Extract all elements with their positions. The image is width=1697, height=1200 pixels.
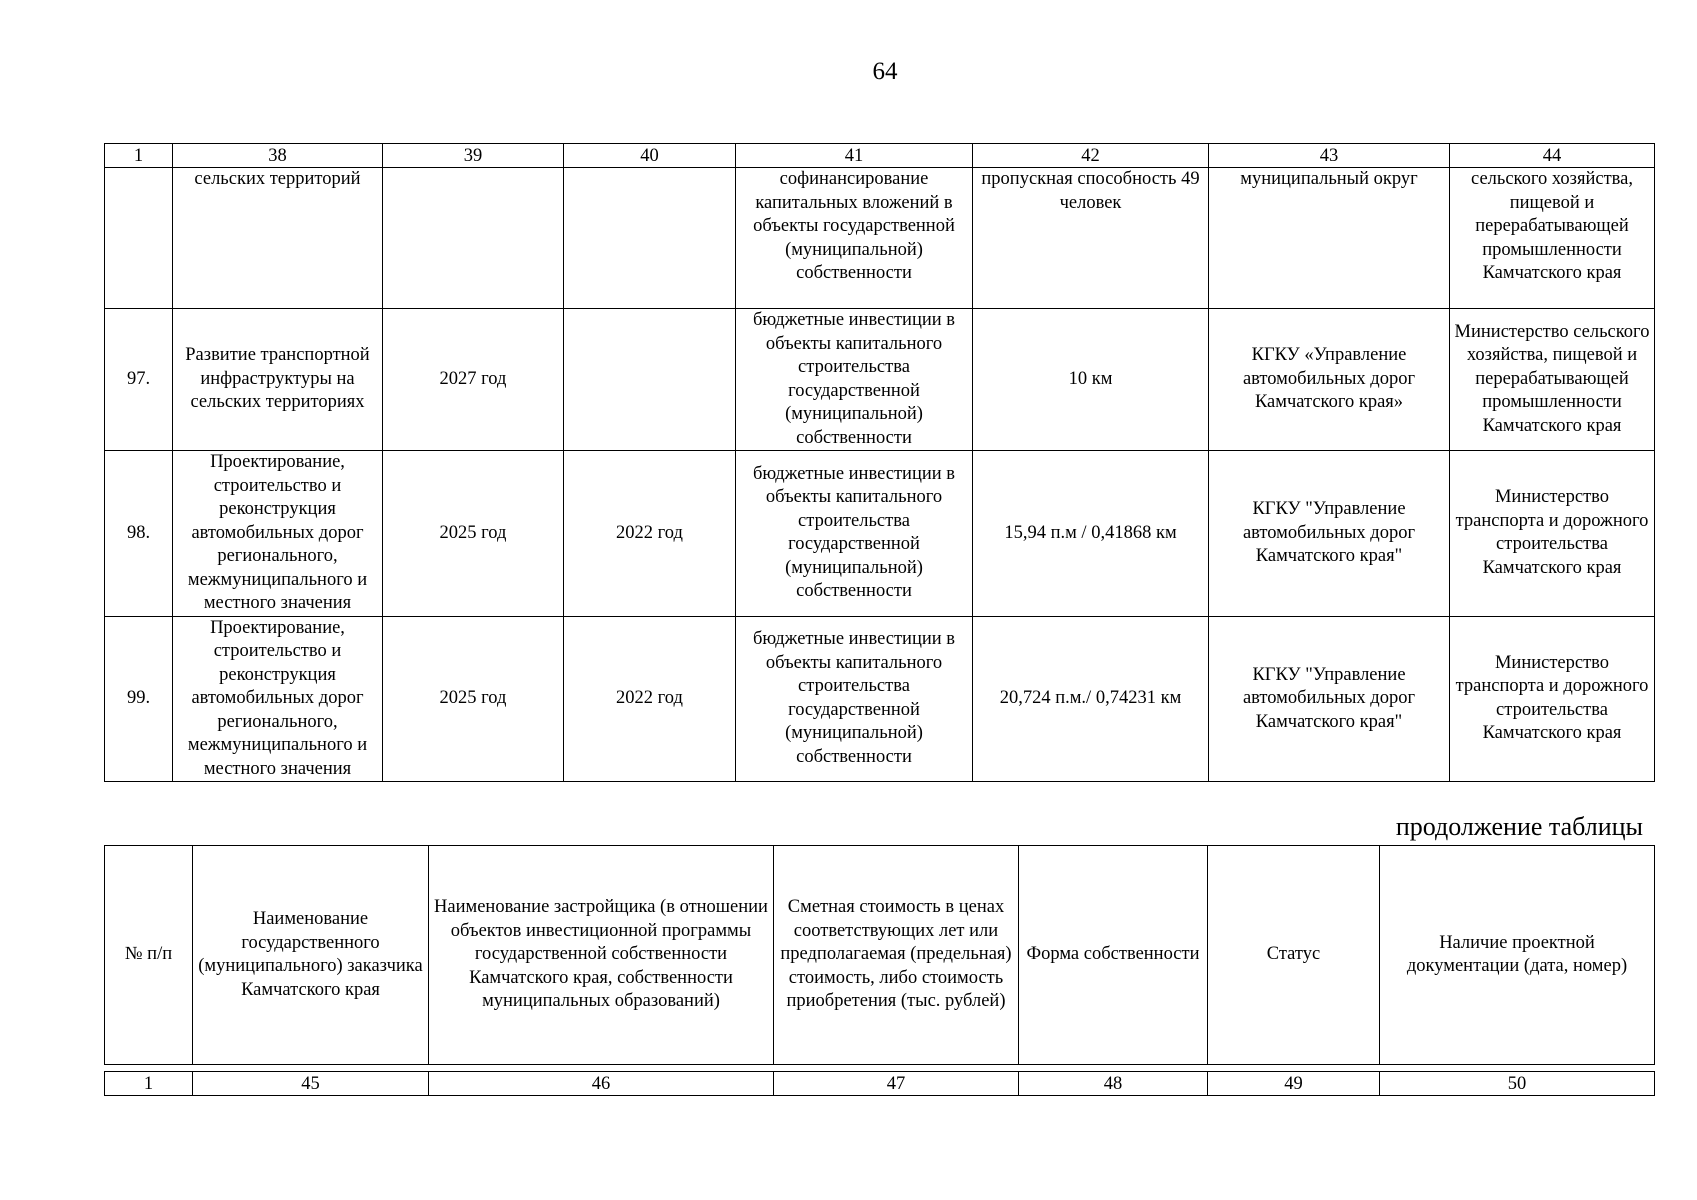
developer-cell: КГКУ "Управление автомобильных дорог Камчатского края"	[1209, 616, 1450, 782]
row-number	[105, 168, 173, 309]
cell-40: 2022 год	[564, 451, 736, 617]
header-row	[105, 846, 1655, 1065]
column-number: 40	[564, 144, 736, 168]
column-number: 46	[429, 1072, 774, 1096]
column-number-row	[105, 144, 1655, 168]
funding-type-cell: софинансирование капитальных вложений в объекты государственной (муниципальной) собственности	[736, 168, 973, 309]
column-number: 38	[173, 144, 383, 168]
header-developer: Наименование застройщика (в отношении объектов инвестиционной программы государственной собственности Камчатского края, собственности муниципальных образований)	[429, 846, 774, 1065]
page-number: 64	[872, 58, 898, 85]
developer-cell: КГКУ "Управление автомобильных дорог Камчатского края"	[1209, 451, 1450, 617]
capacity-cell: 10 км	[973, 309, 1209, 451]
table-row	[105, 309, 1655, 451]
column-number: 48	[1019, 1072, 1208, 1096]
column-number: 50	[1380, 1072, 1655, 1096]
header-project-documentation: Наличие проектной документации (дата, номер)	[1380, 846, 1655, 1065]
object-name-cell: Проектирование, строительство и реконструкция автомобильных дорог регионального, межмуниципального и местного значения	[173, 451, 383, 617]
header-estimated-cost: Сметная стоимость в ценах соответствующих лет или предполагаемая (предельная) стоимость, либо стоимость приобретения (тыс. рублей)	[774, 846, 1019, 1065]
cell-40	[564, 309, 736, 451]
column-number: 44	[1450, 144, 1655, 168]
ministry-cell: сельского хозяйства, пищевой и перерабатывающей промышленности Камчатского края	[1450, 168, 1655, 309]
object-name-cell: Развитие транспортной инфраструктуры на сельских территориях	[173, 309, 383, 451]
row-number: 97.	[105, 309, 173, 451]
ministry-cell: Министерство транспорта и дорожного строительства Камчатского края	[1450, 451, 1655, 617]
cell-40	[564, 168, 736, 309]
header-customer: Наименование государственного (муниципального) заказчика Камчатского края	[193, 846, 429, 1065]
capacity-cell: пропускная способность 49 человек	[973, 168, 1209, 309]
column-number: 47	[774, 1072, 1019, 1096]
table-row	[105, 168, 1655, 309]
main-table	[104, 143, 1655, 782]
column-number: 1	[105, 144, 173, 168]
cell-39	[383, 168, 564, 309]
developer-cell: муниципальный округ	[1209, 168, 1450, 309]
header-status: Статус	[1208, 846, 1380, 1065]
funding-type-cell: бюджетные инвестиции в объекты капитального строительства государственной (муниципальной) собственности	[736, 616, 973, 782]
object-name-cell: сельских территорий	[173, 168, 383, 309]
table-row	[105, 451, 1655, 617]
cell-39: 2027 год	[383, 309, 564, 451]
capacity-cell: 20,724 п.м./ 0,74231 км	[973, 616, 1209, 782]
ministry-cell: Министерство транспорта и дорожного строительства Камчатского края	[1450, 616, 1655, 782]
column-number: 41	[736, 144, 973, 168]
column-number: 45	[193, 1072, 429, 1096]
developer-cell: КГКУ «Управление автомобильных дорог Камчатского края»	[1209, 309, 1450, 451]
continuation-header-table	[104, 845, 1655, 1065]
cell-39: 2025 год	[383, 451, 564, 617]
capacity-cell: 15,94 п.м / 0,41868 км	[973, 451, 1209, 617]
continuation-label: продолжение таблицы	[1395, 812, 1643, 841]
header-row-number: № п/п	[105, 846, 193, 1065]
funding-type-cell: бюджетные инвестиции в объекты капитального строительства государственной (муниципальной) собственности	[736, 451, 973, 617]
cell-40: 2022 год	[564, 616, 736, 782]
object-name-cell: Проектирование, строительство и реконструкция автомобильных дорог регионального, межмуниципального и местного значения	[173, 616, 383, 782]
continuation-number-table	[104, 1071, 1655, 1096]
column-number: 43	[1209, 144, 1450, 168]
column-number: 1	[105, 1072, 193, 1096]
row-number: 99.	[105, 616, 173, 782]
row-number: 98.	[105, 451, 173, 617]
column-number-row	[105, 1072, 1655, 1096]
table-row	[105, 616, 1655, 782]
ministry-cell: Министерство сельского хозяйства, пищевой и перерабатывающей промышленности Камчатского края	[1450, 309, 1655, 451]
column-number: 49	[1208, 1072, 1380, 1096]
column-number: 42	[973, 144, 1209, 168]
funding-type-cell: бюджетные инвестиции в объекты капитального строительства государственной (муниципальной) собственности	[736, 309, 973, 451]
column-number: 39	[383, 144, 564, 168]
header-ownership-form: Форма собственности	[1019, 846, 1208, 1065]
cell-39: 2025 год	[383, 616, 564, 782]
